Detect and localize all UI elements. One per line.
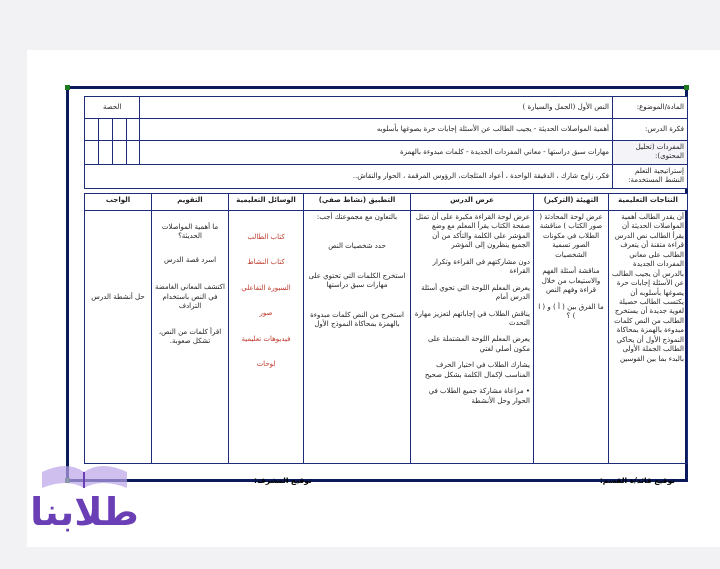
application-text-2: حدد شخصيات النص — [328, 242, 386, 251]
warmup-cell — [534, 211, 609, 464]
subject-value: النص الأول (الجمل والسيارة ) — [140, 97, 613, 119]
period-cell-5 — [126, 141, 140, 165]
warmup-text-2: مناقشة أسئلة الفهم والاستيعاب من خلال قراءة وفهم النص — [541, 267, 601, 295]
lesson-header-table — [84, 96, 688, 189]
period-label: الحصة — [85, 97, 140, 119]
column-header-aids: الوسائل التعليمية — [229, 194, 304, 211]
presentation-text-2: دون مشاركتهم في القراءة وتكرار القراءة — [432, 257, 530, 276]
strategy-label: إستراتيجية التعلم النشط المستخدمة: — [613, 164, 688, 188]
aid-item: السبورة التفاعلي — [241, 283, 291, 292]
column-header-warmup: التهيئة (التركيز) — [534, 194, 609, 211]
presentation-text-1: عرض لوحة القراءة مكبرة على أن تمثل صفحة الكتاب يقرأ المعلم مع وضع المؤشر على الكلمة والتأكد من أن الجميع ينظرون إلى المؤشر — [415, 213, 530, 250]
aid-item: كتاب النشاط — [247, 258, 285, 267]
presentation-text-7: • مراعاة مشاركة جميع الطلاب في الحوار وحل الأنشطة — [428, 387, 530, 405]
lesson-idea-label: فكرة الدرس: — [613, 119, 688, 141]
outcomes-text: أن يقدر الطالب أهمية المواصلات الحديثة أن يقرأ الطالب نص الدرس قراءة متقنة أن يتعرف الطالب على معاني المفردات الجديدة بالدرس أن يجيب الطالب عن الأسئلة إجابات حرة يصوغها بأسلوبه أن يكتسب الطالب حصيلة لغوية جديدة أن يستخرج الطالب من النص كلمات مبدوءة بالهمزة بمحاكاة النموذج الأول أن يحاكي الطالب الجملة الأولى بالبدء بما بين القوسين — [612, 213, 684, 363]
vocab-label: المفردات (تحليل المحتوى): — [613, 141, 688, 165]
resize-handle-top-left[interactable] — [65, 85, 70, 90]
lesson-plan-sheet — [66, 86, 688, 485]
evaluation-text-1: ما أهمية المواصلات الحديثة؟ — [161, 223, 219, 241]
homework-cell — [85, 211, 152, 464]
period-cell-8 — [85, 141, 99, 165]
presentation-text-3: يعرض المعلم اللوحة التي تحوي أسئلة الدرس أمام — [421, 283, 530, 302]
column-header-outcomes: النتاجات التعليمية — [609, 194, 688, 211]
column-header-presentation: عرض الدرس — [411, 194, 534, 211]
application-text-1: بالتعاون مع مجموعتك أجب: — [316, 213, 398, 221]
vocab-value: مهارات سبق دراستها - معاني المفردات الجديدة - كلمات مبدوءة بالهمزة — [140, 141, 613, 165]
application-text-3: استخرج الكلمات التي تحتوي على مهارات سبق دراستها — [308, 271, 406, 290]
outcomes-cell — [609, 211, 688, 464]
lesson-idea-value: أهمية المواصلات الحديثة - يجيب الطالب عن الأسئلة إجابات حرة يصوغها بأسلوبه — [140, 119, 613, 141]
warmup-text-3: ما الفرق بين ( أ ) و ( ا ) ؟ — [538, 302, 604, 320]
column-header-homework: الواجب — [85, 194, 152, 211]
logo-text: طلابنا — [30, 490, 139, 534]
application-cell — [304, 211, 411, 464]
period-cell-2 — [112, 119, 126, 141]
column-header-evaluation: التقويم — [152, 194, 229, 211]
warmup-text-1: عرض لوحة المحادثة ( صور الكتاب ) مناقشة الطلاب في مكونات الصور تسمية الشخصيات — [539, 213, 603, 259]
aid-item: صور — [259, 309, 273, 318]
presentation-text-6: يشارك الطلاب في اختيار الحرف المناسب لإكمال الكلمة بشكل صحيح — [424, 361, 530, 379]
period-cell-6 — [112, 141, 126, 165]
evaluation-cell — [152, 211, 229, 464]
talabna-logo — [22, 460, 147, 545]
period-cell-1 — [126, 119, 140, 141]
presentation-text-5: يعرض المعلم اللوحة المشتملة على مكون أصلي لغتي — [427, 335, 530, 353]
evaluation-text-4: اقرأ كلمات من النص، تشكل صعوبة. — [158, 327, 222, 346]
homework-text: حل أنشطة الدرس — [91, 293, 145, 301]
aids-cell — [229, 211, 304, 464]
aid-item: كتاب الطالب — [247, 233, 285, 241]
period-cell-7 — [98, 141, 112, 165]
strategy-value: فكر، زاوج شارك ، الدقيقة الواحدة ، أعواد المثلجات، الرؤوس المرقمة ، الحوار والنقاش.. — [85, 164, 613, 188]
period-cell-3 — [98, 119, 112, 141]
presentation-text-4: يناقش الطلاب في إجاباتهم لتعزيز مهارة التحدث — [414, 309, 530, 327]
column-header-application: التطبيق (نشاط صفي) — [304, 194, 411, 211]
aid-item: لوحات — [256, 360, 276, 369]
presentation-cell — [411, 211, 534, 464]
period-cell-4 — [85, 119, 99, 141]
application-text-4: استخرج من النص كلمات مبدوءة بالهمزة بمحاكاة النموذج الأول — [310, 310, 404, 329]
evaluation-text-3: اكتشف المعاني الغامضة في النص باستخدام الترادف — [155, 283, 225, 311]
supervisor-signature-label: توقيع المشرف: — [254, 476, 312, 485]
subject-label: المادة/الموضوع: — [613, 97, 688, 119]
department-head-signature-label: توقيع قائد/ة القسم: — [599, 476, 675, 485]
aid-item: فيديوهات تعليمية — [241, 334, 291, 343]
lesson-plan-table — [84, 193, 688, 464]
resize-handle-top-right[interactable] — [684, 85, 689, 90]
evaluation-text-2: اسرد قصة الدرس — [163, 255, 217, 264]
